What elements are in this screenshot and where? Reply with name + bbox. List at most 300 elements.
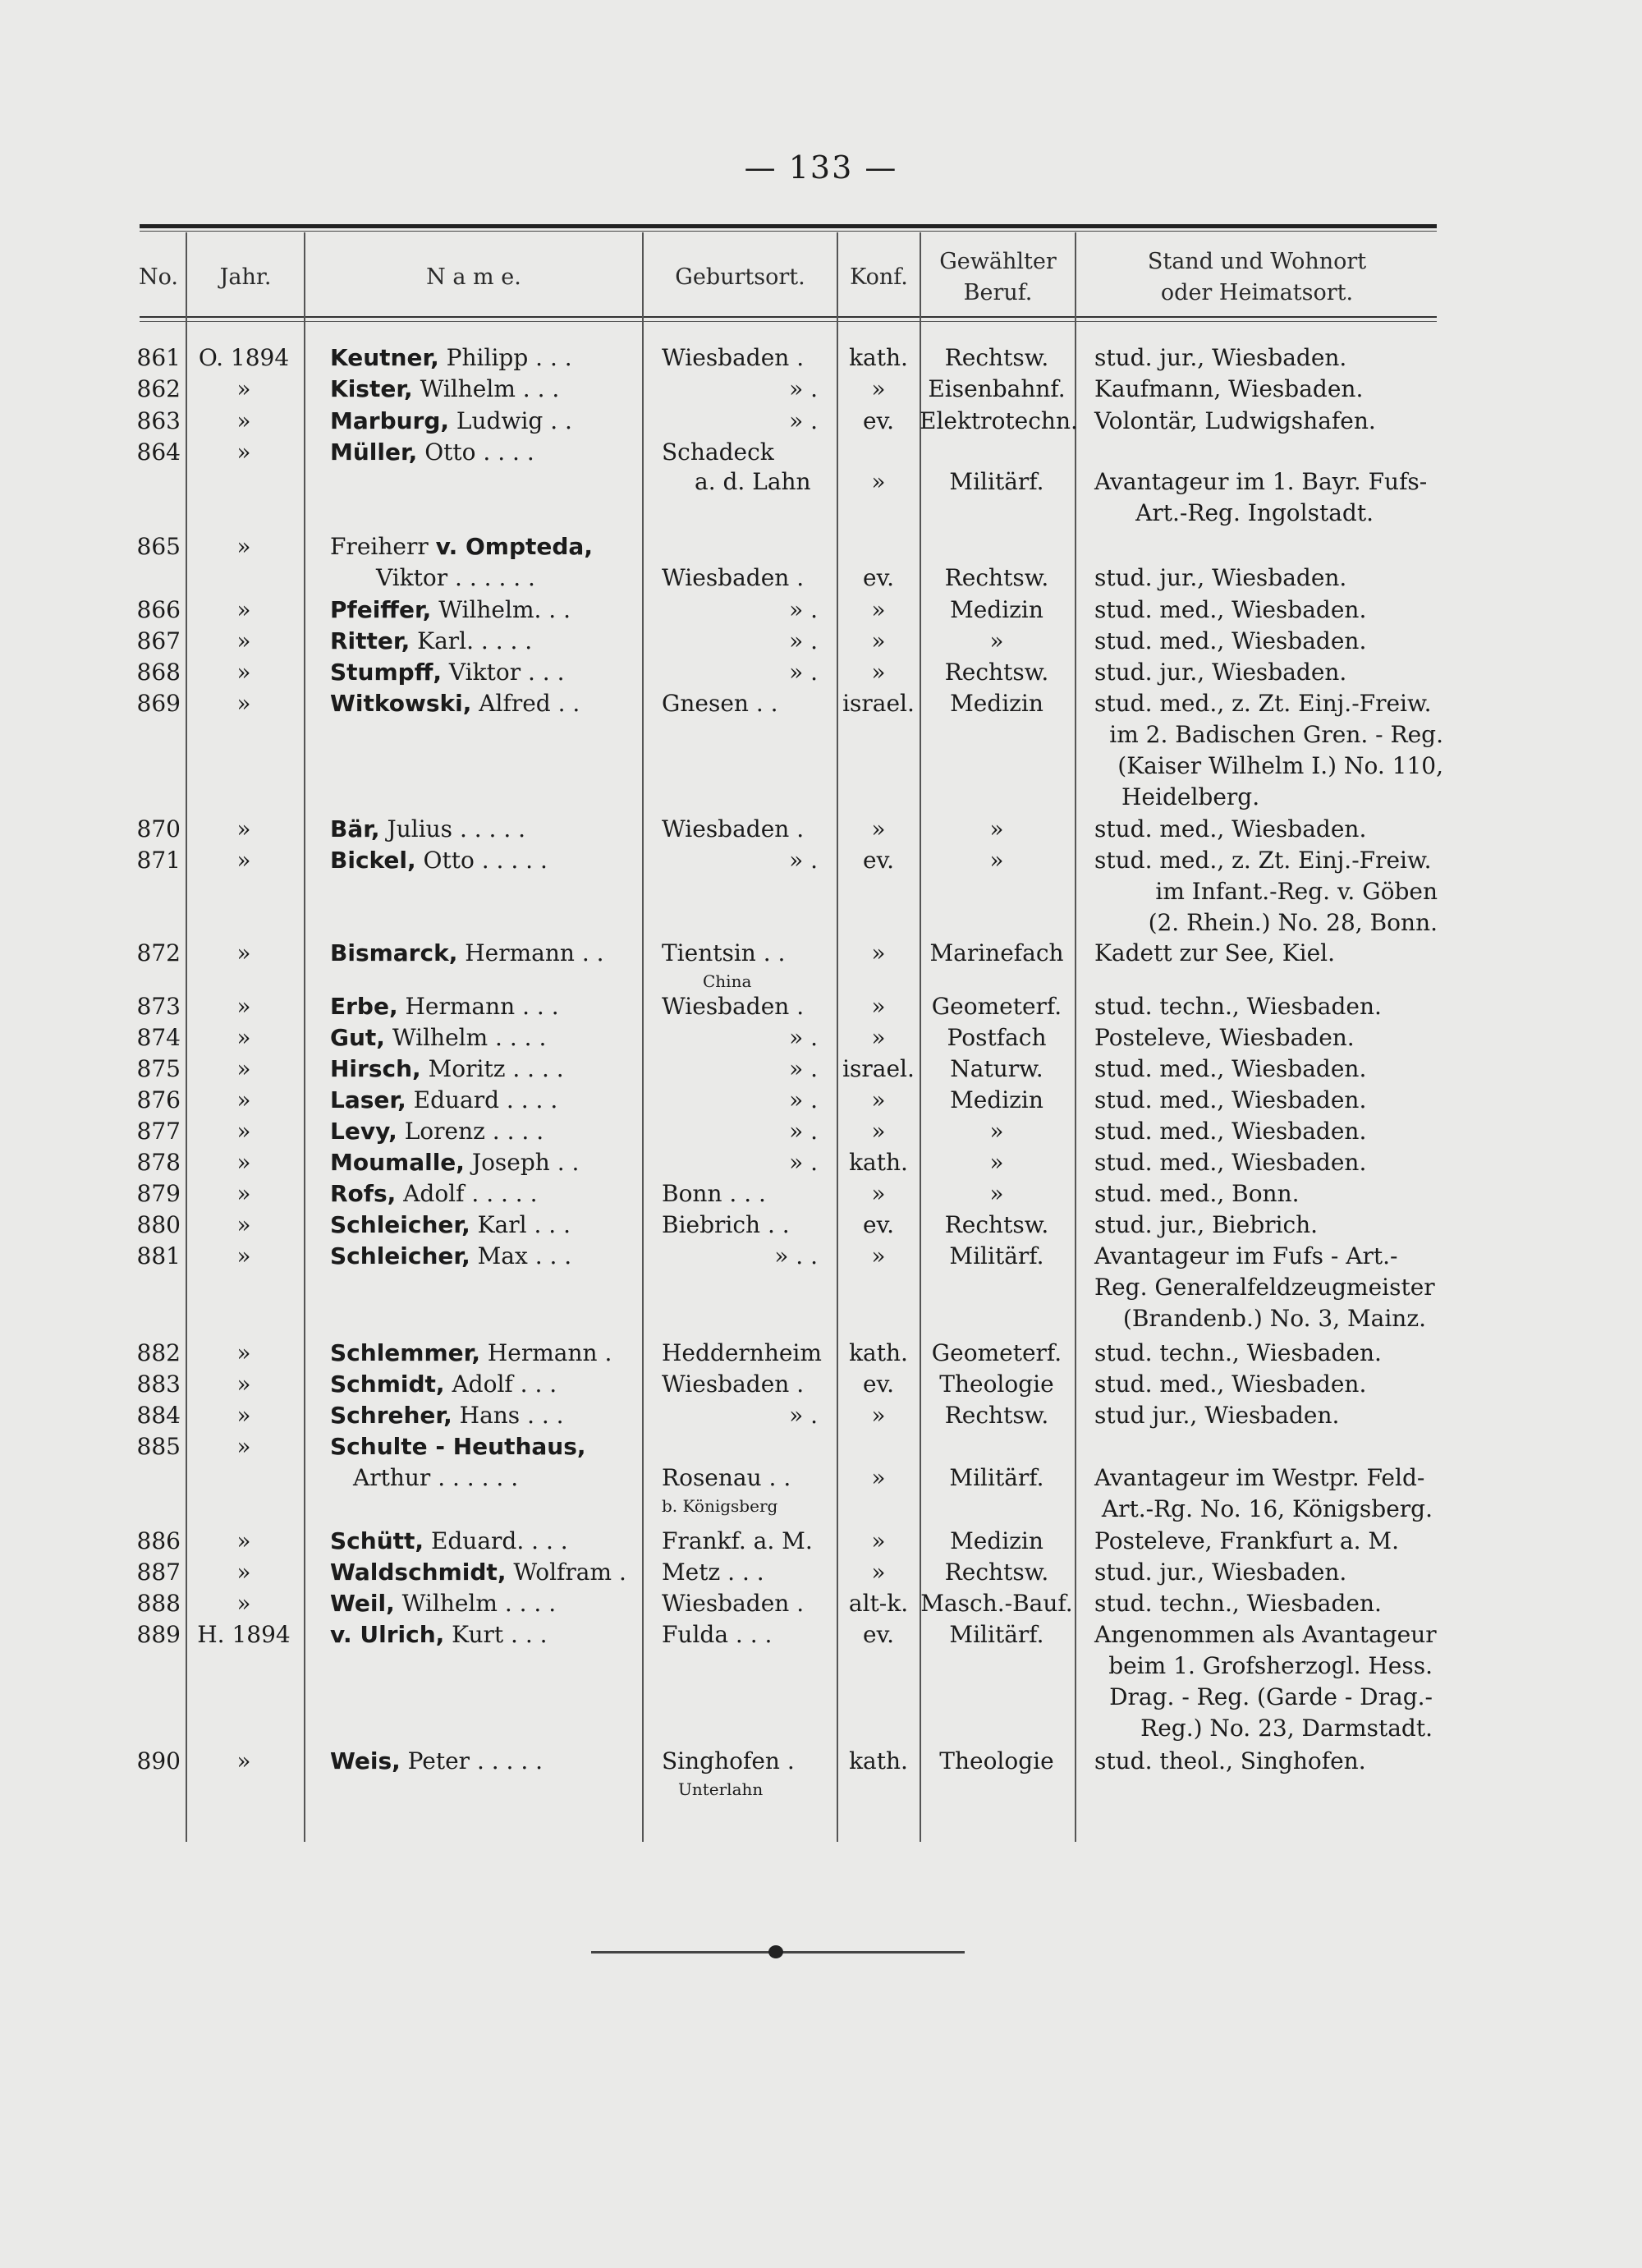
entry-beruf: Eisenbahnf.	[928, 375, 1066, 402]
surname: Schulte - Heuthaus,	[330, 1433, 586, 1460]
entry-konf: kath.	[849, 1747, 908, 1774]
given-name: Hans . . .	[452, 1402, 564, 1429]
entry-konf: »	[871, 659, 886, 686]
entry-konf: »	[871, 1402, 886, 1429]
table-row	[0, 1178, 1642, 1211]
entry-name	[330, 1369, 634, 1400]
entry-konf: ev.	[863, 407, 894, 434]
entry-name	[330, 1178, 634, 1210]
entry-year: »	[236, 939, 251, 966]
table-row	[0, 1557, 1642, 1590]
entry-stand: stud. techn., Wiesbaden.	[1094, 1339, 1382, 1366]
table-row	[0, 406, 1642, 438]
surname: Müller,	[330, 438, 418, 466]
entry-beruf: Medizin	[950, 690, 1043, 717]
entry-beruf: Medizin	[950, 1527, 1043, 1554]
entry-stand-line3: Drag. - Reg. (Garde - Drag.-	[1109, 1683, 1433, 1710]
entry-birthplace: » .	[789, 1055, 818, 1082]
given-name: Wilhelm . . . .	[384, 1024, 547, 1051]
header-beruf-line2: Beruf.	[963, 280, 1033, 305]
surname: Weis,	[330, 1747, 401, 1774]
surname: Bär,	[330, 815, 380, 842]
entry-stand: stud. med., Wiesbaden.	[1094, 627, 1367, 654]
entry-number: 878	[136, 1149, 181, 1176]
entry-name	[330, 1147, 634, 1178]
table-row	[0, 1210, 1642, 1242]
given-name: Ludwig . .	[449, 407, 572, 434]
entry-year: »	[236, 1433, 251, 1460]
entry-konf: ev.	[863, 1621, 894, 1648]
entry-konf: »	[871, 1024, 886, 1051]
surname: Witkowski,	[330, 690, 472, 717]
table-row	[0, 626, 1642, 659]
entry-birthplace: Wiesbaden .	[662, 564, 805, 591]
entry-year: »	[236, 1086, 251, 1113]
entry-number: 867	[136, 627, 181, 654]
entry-name	[330, 1085, 634, 1116]
entry-konf: kath.	[849, 1149, 908, 1176]
table-row	[0, 595, 1642, 627]
entry-birthplace: » .	[789, 1402, 818, 1429]
surname: Schmidt,	[330, 1370, 445, 1398]
entry-stand: Volontär, Ludwigshafen.	[1094, 407, 1376, 434]
entry-number: 872	[136, 939, 181, 966]
entry-year: »	[236, 1242, 251, 1269]
entry-konf: »	[871, 1180, 886, 1207]
entry-number: 873	[136, 993, 181, 1020]
entry-birthplace: » . .	[774, 1242, 818, 1269]
entry-stand-line4: Heidelberg.	[1121, 783, 1260, 810]
entry-beruf: Militärf.	[949, 1621, 1044, 1648]
header-beruf	[921, 240, 1075, 315]
entry-number: 871	[136, 847, 181, 874]
given-name: Wilhelm. . .	[431, 596, 571, 623]
header-rule-thin	[140, 321, 1437, 322]
entry-name	[330, 1557, 634, 1588]
table-row	[0, 814, 1642, 847]
entry-birthplace: » .	[789, 1024, 818, 1051]
entry-year: »	[236, 690, 251, 717]
entry-name	[330, 657, 634, 688]
entry-number: 866	[136, 596, 181, 623]
entry-stand: stud. jur., Biebrich.	[1094, 1211, 1319, 1238]
entry-stand-line3: (Kaiser Wilhelm I.) No. 110,	[1117, 752, 1443, 779]
entry-beruf: Geometerf.	[931, 1339, 1062, 1366]
entry-number: 886	[136, 1527, 181, 1554]
entry-beruf: Rechtsw.	[944, 564, 1049, 591]
entry-number: 889	[136, 1621, 181, 1648]
entry-number: 868	[136, 659, 181, 686]
entry-beruf: »	[989, 815, 1004, 842]
entry-birthplace: Wiesbaden .	[662, 344, 805, 371]
entry-beruf: Rechtsw.	[944, 344, 1049, 371]
entry-stand: Posteleve, Frankfurt a. M.	[1094, 1527, 1399, 1554]
entry-beruf: Marinefach	[929, 939, 1064, 966]
entry-konf: »	[871, 1086, 886, 1113]
entry-birthplace: » .	[789, 1149, 818, 1176]
entry-name	[330, 595, 634, 626]
given-name: Otto . . . .	[417, 438, 534, 466]
entry-beruf: Rechtsw.	[944, 1211, 1049, 1238]
header-konf: Konf.	[850, 264, 908, 290]
end-ornament-icon	[768, 1945, 783, 1958]
surname: Levy,	[330, 1118, 397, 1145]
entry-konf: »	[871, 993, 886, 1020]
entry-stand: stud. med., z. Zt. Einj.-Freiw.	[1094, 690, 1432, 717]
table-row	[0, 657, 1642, 690]
table-row	[0, 437, 1642, 535]
entry-year: »	[236, 1747, 251, 1774]
entry-konf: kath.	[849, 344, 908, 371]
entry-stand: stud. techn., Wiesbaden.	[1094, 1590, 1382, 1617]
entry-birthplace-line2: b. Königsberg	[662, 1496, 778, 1516]
entry-year: »	[236, 1527, 251, 1554]
surname: Gut,	[330, 1024, 385, 1051]
entry-stand: stud. jur., Wiesbaden.	[1094, 1559, 1347, 1586]
entry-name	[330, 531, 634, 562]
entry-stand: Avantageur im Fufs - Art.-	[1094, 1242, 1398, 1269]
entry-year: »	[236, 1024, 251, 1051]
entry-birthplace-line2: a. d. Lahn	[695, 468, 811, 495]
entry-birthplace: Wiesbaden .	[662, 1370, 805, 1398]
entry-year: »	[236, 375, 251, 402]
entry-beruf: »	[989, 627, 1004, 654]
entry-konf: »	[871, 1527, 886, 1554]
entry-beruf: »	[989, 1149, 1004, 1176]
given-name: Hermann .	[479, 1339, 612, 1366]
table-row	[0, 342, 1642, 375]
surname: Stumpff,	[330, 659, 443, 686]
entry-number: 862	[136, 375, 181, 402]
entry-beruf: Theologie	[939, 1747, 1054, 1774]
entry-stand: stud. med., Wiesbaden.	[1094, 596, 1367, 623]
surname: Erbe,	[330, 993, 398, 1020]
table-row	[0, 1085, 1642, 1118]
table-row	[0, 374, 1642, 406]
entry-konf: ev.	[863, 847, 894, 874]
entry-stand-line2: Reg. Generalfeldzeugmeister	[1094, 1274, 1435, 1301]
entry-year: »	[236, 438, 251, 466]
entry-stand: Posteleve, Wiesbaden.	[1094, 1024, 1355, 1051]
entry-stand: stud. jur., Wiesbaden.	[1094, 344, 1347, 371]
table-row	[0, 1147, 1642, 1180]
entry-beruf: Militärf.	[949, 1242, 1044, 1269]
entry-birthplace: » .	[789, 627, 818, 654]
entry-stand-line2: Art.-Reg. Ingolstadt.	[1135, 499, 1374, 526]
given-name: Alfred . .	[471, 690, 580, 717]
entry-stand: Angenommen als Avantageur	[1094, 1621, 1437, 1648]
entry-birthplace: » .	[789, 407, 818, 434]
header-jahr: Jahr.	[219, 264, 272, 290]
entry-name	[330, 688, 634, 719]
entry-beruf: »	[989, 1118, 1004, 1145]
entry-birthplace: » .	[789, 596, 818, 623]
entry-number: 861	[136, 344, 181, 371]
entry-year: »	[236, 993, 251, 1020]
table-row	[0, 1338, 1642, 1370]
table-row	[0, 1746, 1642, 1803]
entry-birthplace: » .	[789, 1118, 818, 1145]
entry-name	[330, 1746, 634, 1777]
given-name: Wolfram .	[506, 1559, 626, 1586]
entry-beruf: Geometerf.	[931, 993, 1062, 1020]
entry-stand: stud. med., z. Zt. Einj.-Freiw.	[1094, 847, 1432, 874]
given-name: Adolf . . . . .	[396, 1180, 538, 1207]
entry-number: 884	[136, 1402, 181, 1429]
surname: Laser,	[330, 1086, 406, 1113]
entry-birthplace: Bonn . . .	[662, 1180, 766, 1207]
surname: Keutner,	[330, 344, 439, 371]
entry-stand: stud. jur., Wiesbaden.	[1094, 564, 1347, 591]
header-geburtsort: Geburtsort.	[675, 264, 805, 290]
entry-year: »	[236, 1118, 251, 1145]
entry-name	[330, 1588, 634, 1619]
entry-name	[330, 938, 634, 969]
entry-birthplace: Schadeck	[662, 438, 774, 466]
entry-konf: ev.	[863, 1211, 894, 1238]
entry-year: »	[236, 659, 251, 686]
given-name: Julius . . . . .	[379, 815, 526, 842]
table-row	[0, 1619, 1642, 1751]
entry-birthplace: » .	[789, 659, 818, 686]
entry-beruf: Militärf.	[949, 1464, 1044, 1491]
given-name: Adolf . . .	[444, 1370, 557, 1398]
entry-birthplace: Gnesen . .	[662, 690, 778, 717]
entry-konf: »	[871, 815, 886, 842]
entry-konf: alt-k.	[848, 1590, 909, 1617]
entry-name	[330, 845, 634, 876]
entry-year: »	[236, 1180, 251, 1207]
surname: Schleicher,	[330, 1211, 470, 1238]
entry-stand: stud. med., Wiesbaden.	[1094, 815, 1367, 842]
entry-name	[330, 1210, 634, 1241]
entry-beruf: Rechtsw.	[944, 659, 1049, 686]
header-rule	[140, 316, 1437, 318]
table-row	[0, 845, 1642, 943]
given-name: Philipp . . .	[438, 344, 572, 371]
entry-stand: stud. techn., Wiesbaden.	[1094, 993, 1382, 1020]
entry-year: H. 1894	[197, 1621, 291, 1648]
entry-stand: stud jur., Wiesbaden.	[1094, 1402, 1340, 1429]
header-stand-line1: Stand und Wohnort	[1147, 249, 1367, 274]
entry-year: »	[236, 596, 251, 623]
entry-konf: »	[871, 1118, 886, 1145]
given-name: Viktor . . .	[442, 659, 565, 686]
entry-year: »	[236, 815, 251, 842]
entry-name	[330, 1526, 634, 1557]
table-row	[0, 1116, 1642, 1149]
top-rule-thin	[140, 231, 1437, 232]
page-number: — 133 —	[744, 149, 898, 186]
table-row	[0, 991, 1642, 1024]
entry-number: 877	[136, 1118, 181, 1145]
given-name: Max . . .	[470, 1242, 572, 1269]
entry-stand: stud. theol., Singhofen.	[1094, 1747, 1366, 1774]
header-no: No.	[139, 264, 178, 290]
entry-number: 885	[136, 1433, 181, 1460]
entry-year: »	[236, 533, 251, 560]
surname: Schlemmer,	[330, 1339, 480, 1366]
surname: Waldschmidt,	[330, 1559, 507, 1586]
surname: Rofs,	[330, 1180, 397, 1207]
surname: Bismarck,	[330, 939, 458, 966]
entry-stand-line2: im 2. Badischen Gren. - Reg.	[1109, 721, 1443, 748]
entry-number: 883	[136, 1370, 181, 1398]
entry-konf: israel.	[842, 690, 915, 717]
entry-konf: »	[871, 1464, 886, 1491]
given-name: Lorenz . . . .	[397, 1118, 544, 1145]
entry-beruf: Masch.-Bauf.	[920, 1590, 1073, 1617]
entry-birthplace: Metz . . .	[662, 1559, 764, 1586]
entry-year: »	[236, 847, 251, 874]
entry-birthplace: Wiesbaden .	[662, 815, 805, 842]
entry-konf: »	[871, 627, 886, 654]
table-row	[0, 1526, 1642, 1559]
surname: Bickel,	[330, 847, 416, 874]
entry-konf: ev.	[863, 564, 894, 591]
given-name: Peter . . . . .	[400, 1747, 544, 1774]
entry-birthplace: Frankf. a. M.	[662, 1527, 813, 1554]
entry-name	[330, 1054, 634, 1085]
entry-stand: stud. jur., Wiesbaden.	[1094, 659, 1347, 686]
entry-konf: »	[871, 1559, 886, 1586]
entry-beruf: Naturw.	[950, 1055, 1043, 1082]
surname: Schreher,	[330, 1402, 452, 1429]
header-stand-line2: oder Heimatsort.	[1160, 280, 1354, 305]
given-name: Karl . . .	[470, 1211, 571, 1238]
entry-stand-line3: (2. Rhein.) No. 28, Bonn.	[1148, 909, 1438, 936]
entry-year: »	[236, 627, 251, 654]
header-beruf-line1: Gewählter	[939, 249, 1057, 274]
entry-stand: Avantageur im Westpr. Feld-	[1094, 1464, 1425, 1491]
given-name: Wilhelm . . . .	[394, 1590, 557, 1617]
entry-beruf: Elektrotechn.	[920, 407, 1078, 434]
entry-name	[330, 991, 634, 1022]
table-row	[0, 688, 1642, 820]
entry-birthplace: » .	[789, 375, 818, 402]
entry-stand: Kaufmann, Wiesbaden.	[1094, 375, 1364, 402]
entry-konf: »	[871, 1242, 886, 1269]
entry-stand: stud. med., Bonn.	[1094, 1180, 1300, 1207]
entry-birthplace: Singhofen .	[662, 1747, 795, 1774]
surname: v. Ulrich,	[330, 1621, 445, 1648]
entry-konf: »	[871, 468, 886, 495]
name-prefix: Freiherr	[330, 533, 436, 560]
given-name: Eduard . . . .	[406, 1086, 558, 1113]
entry-number: 890	[136, 1747, 181, 1774]
table-row	[0, 1369, 1642, 1402]
entry-birthplace: Tientsin . .	[662, 939, 786, 966]
entry-name	[330, 1116, 634, 1147]
entry-konf: »	[871, 375, 886, 402]
entry-birthplace: Biebrich . .	[662, 1211, 790, 1238]
entry-stand-line2: Art.-Rg. No. 16, Königsberg.	[1101, 1495, 1433, 1522]
surname: v. Ompteda,	[435, 533, 593, 560]
surname: Marburg,	[330, 407, 450, 434]
entry-stand: stud. med., Wiesbaden.	[1094, 1086, 1367, 1113]
entry-year: »	[236, 1339, 251, 1366]
table-row	[0, 1431, 1642, 1522]
surname: Moumalle,	[330, 1149, 465, 1176]
entry-number: 887	[136, 1559, 181, 1586]
given-name: Viktor . . . . . .	[376, 564, 535, 591]
entry-stand: stud. med., Wiesbaden.	[1094, 1118, 1367, 1145]
surname: Pfeiffer,	[330, 596, 432, 623]
surname: Schleicher,	[330, 1242, 470, 1269]
table-row	[0, 1054, 1642, 1086]
entry-konf: »	[871, 939, 886, 966]
entry-name	[330, 406, 634, 437]
entry-year: »	[236, 1211, 251, 1238]
given-name: Karl. . . . .	[410, 627, 533, 654]
header-stand	[1076, 240, 1438, 315]
entry-number: 869	[136, 690, 181, 717]
given-name: Moritz . . . .	[420, 1055, 564, 1082]
entry-birthplace: Fulda . . .	[662, 1621, 773, 1648]
entry-beruf: Medizin	[950, 1086, 1043, 1113]
entry-stand-line2: beim 1. Grofsherzogl. Hess.	[1108, 1652, 1433, 1679]
entry-year: »	[236, 407, 251, 434]
entry-year: »	[236, 1590, 251, 1617]
entry-number: 863	[136, 407, 181, 434]
entry-stand: stud. med., Wiesbaden.	[1094, 1149, 1367, 1176]
table-row	[0, 1241, 1642, 1339]
top-rule	[140, 224, 1437, 228]
entry-konf: israel.	[842, 1055, 915, 1082]
given-name: Hermann . . .	[397, 993, 559, 1020]
entry-number: 865	[136, 533, 181, 560]
entry-konf: kath.	[849, 1339, 908, 1366]
entry-name	[330, 1400, 634, 1431]
surname: Hirsch,	[330, 1055, 421, 1082]
given-name: Arthur . . . . . .	[353, 1464, 519, 1491]
entry-birthplace: Rosenau . .	[662, 1464, 791, 1491]
entry-beruf: Postfach	[947, 1024, 1047, 1051]
entry-number: 882	[136, 1339, 181, 1366]
entry-name	[330, 1338, 634, 1369]
entry-number: 875	[136, 1055, 181, 1082]
entry-year: »	[236, 1149, 251, 1176]
entry-beruf: Rechtsw.	[944, 1402, 1049, 1429]
entry-beruf: »	[989, 1180, 1004, 1207]
surname: Kister,	[330, 375, 413, 402]
entry-birthplace-line2: China	[703, 971, 752, 991]
entry-beruf: Theologie	[939, 1370, 1054, 1398]
entry-number: 879	[136, 1180, 181, 1207]
entry-konf: »	[871, 596, 886, 623]
given-name: Wilhelm . . .	[412, 375, 560, 402]
entry-birthplace-line2: Unterlahn	[678, 1779, 764, 1799]
surname: Weil,	[330, 1590, 395, 1617]
entry-name	[330, 814, 634, 845]
entry-name	[330, 374, 634, 405]
entry-number: 876	[136, 1086, 181, 1113]
entry-stand: stud. med., Wiesbaden.	[1094, 1055, 1367, 1082]
entry-year: »	[236, 1055, 251, 1082]
given-name: Otto . . . . .	[415, 847, 548, 874]
entry-stand: Avantageur im 1. Bayr. Fufs-	[1094, 468, 1428, 495]
surname: Schütt,	[330, 1527, 424, 1554]
entry-year: »	[236, 1402, 251, 1429]
given-name: Eduard. . . .	[424, 1527, 568, 1554]
entry-konf: ev.	[863, 1370, 894, 1398]
surname: Ritter,	[330, 627, 410, 654]
entry-name	[330, 342, 634, 374]
table-row	[0, 1022, 1642, 1055]
entry-number: 870	[136, 815, 181, 842]
entry-birthplace: Wiesbaden .	[662, 993, 805, 1020]
entry-beruf: Rechtsw.	[944, 1559, 1049, 1586]
